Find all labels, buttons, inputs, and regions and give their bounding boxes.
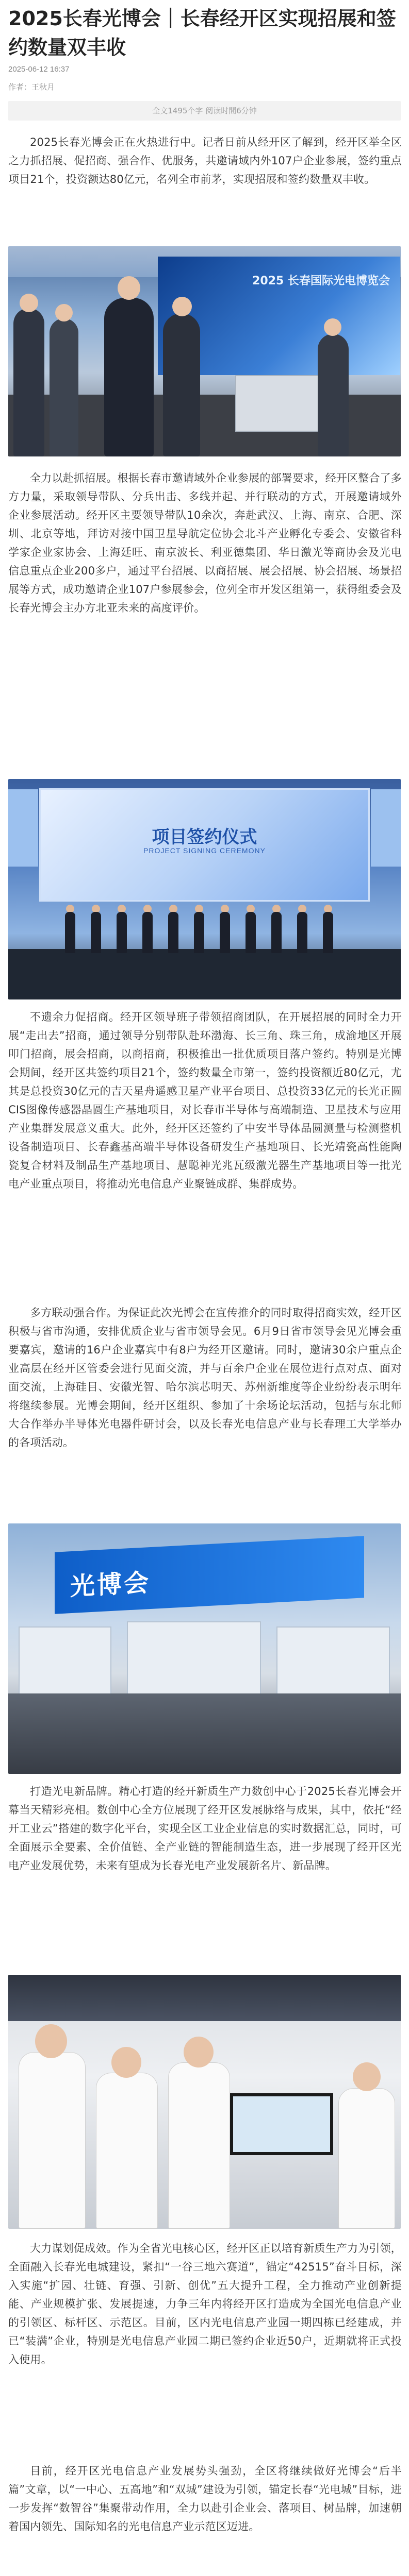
signer bbox=[117, 912, 127, 953]
person-head bbox=[172, 297, 192, 316]
author-label: 作者： bbox=[8, 83, 32, 92]
person bbox=[338, 2088, 395, 2229]
photo-expo-hall bbox=[8, 1523, 401, 1774]
person bbox=[318, 334, 349, 456]
person-head bbox=[20, 294, 38, 312]
person bbox=[19, 2052, 86, 2229]
person bbox=[163, 313, 200, 456]
signing-title: 项目签约仪式 bbox=[152, 827, 257, 848]
exhibition-booth bbox=[276, 1626, 390, 1699]
signer bbox=[220, 912, 230, 953]
person-head bbox=[184, 2037, 214, 2067]
paragraph-brand: 打造光电新品牌。精心打造的经开新质生产力数创中心于2025长春光博会开幕当天精彩亮相。数创中心全方位展现了经开区发展脉络与成果，其中，依托“经开工业云”搭建的数字化平台，实现全区工业企业信息的实时数据汇总，同时，可全面展示全要素、全价值链、全产业链的智能制造生态，进一步展现了经开区光电产业发展优势，未来有望成为长春光电产业发展新名片、新品牌。 bbox=[8, 1785, 402, 1872]
paragraph-planning: 大力谋划促成效。作为全省光电核心区，经开区正以培育新质生产力为引领，全面融入长春光电城建设，紧扣“一谷三地六赛道”，锚定“42515”奋斗目标，深入实施“扩园、壮链、育强、引新、创优”五大提升工程，全力推动产业创新提能、产业规模扩张、发展提速，力争三年内将经开区打造成为全国光电信息产业的引领区、标杆区、示范区。目前，区内光电信息产业园一期四栋已经建成，并已“装满”企业，特别是光电信息产业园二期已签约企业近50户，近期就将正式投入使用。 bbox=[8, 2242, 402, 2366]
author-line bbox=[8, 81, 55, 92]
stage-screen bbox=[39, 788, 370, 902]
publish-date: 2025-06-12 16:37 bbox=[8, 65, 70, 74]
signer bbox=[142, 912, 153, 953]
photo-signing-ceremony bbox=[8, 779, 401, 999]
signer bbox=[246, 912, 256, 953]
person bbox=[96, 2073, 158, 2229]
visitor-crowd bbox=[8, 1693, 401, 1774]
side-screen bbox=[371, 789, 401, 867]
person bbox=[168, 2062, 230, 2229]
exhibition-booth bbox=[127, 1621, 261, 1699]
photo-leaders-visit-exhibition bbox=[8, 246, 401, 456]
person-head bbox=[324, 318, 341, 336]
signer bbox=[323, 912, 333, 953]
expo-banner bbox=[55, 1536, 364, 1614]
person bbox=[13, 308, 44, 456]
paragraph-recruit-exhibitors: 全力以赴抓招展。根据长春市邀请域外企业参展的部署要求，经开区整合了多方力量，采取领导带队、分兵出击、多线并起、并行联动的方式，开展邀请域外企业参展活动。经开区主要领导带队10余次，奔赴武汉、上海、南京、合肥、深圳、北京等地，拜访对接中国卫星导航定位协会北斗产业孵化专委会、安徽省科学家企业家协会、上海廷旺、南京波长、利亚德集团、华日激光等商协会及光电信息重点企业200多户，通过平台招展、以商招展、展会招展、协会招展、场景招展等方式，成功邀请企业107户参展参会，位列全市开发区组第一，获得组委会及长春光博会主办方北亚未来的高度评价。 bbox=[8, 472, 402, 614]
article-title: 2025长春光博会｜长春经开区实现招展和签约数量双丰收 bbox=[8, 7, 396, 59]
exhibition-screen-text: 2025 长春国际光电博览会 bbox=[252, 275, 390, 287]
signer bbox=[168, 912, 178, 953]
side-screen bbox=[8, 789, 38, 867]
paragraph-intro: 2025长春光博会正在火热进行中。记者日前从经开区了解到，经开区举全区之力抓招展、促招商、强合作、优服务，共邀请域内外107户企业参展，签约重点项目21个，投资额达80亿元，名列全市前茅，实现招展和签约数量双丰收。 bbox=[8, 136, 402, 185]
signer bbox=[271, 912, 282, 953]
signer bbox=[65, 912, 75, 953]
person-head bbox=[55, 304, 73, 321]
expo-banner-text: 光博会 bbox=[70, 1568, 151, 1602]
signer bbox=[91, 912, 101, 953]
person-head bbox=[353, 2062, 381, 2091]
paragraph-investment: 不遗余力促招商。经开区领导班子带领招商团队，在开展招展的同时全力开展“走出去”招商，通过领导分别带队赴环渤海、长三角、珠三角，成渝地区开展叩门招商，展会招商，以商招商，积极推出一批优质项目落户签约。特别是光博会期间，经开区共签约项目21个，签约数量全市第一，签约投资额近80亿元，尤其是总投资30亿元的吉天星舟遥感卫星产业平台项目、总投资33亿元的长光正圆CIS图像传感器晶圆生产基地项目，对长春市半导体与高端制造、卫星技术与应用产业集群发展意义重大。此外，经开区还签约了中安半导体晶圆测量与检测整机设备制造项目、长春鑫基高端半导体设备研发生产基地项目、长光靖瓷高性能陶瓷复合材料及制品生产基地项目、慧聪神光兆瓦级激光器生产基地项目等一批光电产业重点项目，将推动光电信息产业聚链成群、集群成势。 bbox=[8, 1011, 402, 1190]
display-monitor bbox=[230, 2093, 333, 2155]
paragraph-conclusion: 目前，经开区光电信息产业发展势头强劲，全区将继续做好光博会“后半篇”文章，以“一中心、五高地”和“双城”建设为引领，锚定长春“光电城”目标，进一步发挥“数智谷”集聚带动作用，全力以赴引企业会、落项目、树品牌，加速朝着国内领先、国际知名的光电信息产业示范区迈进。 bbox=[8, 2465, 402, 2533]
person-head bbox=[111, 2047, 141, 2078]
person bbox=[50, 318, 78, 456]
paragraph-cooperation: 多方联动强合作。为保证此次光博会在宣传推介的同时取得招商实效，经开区积极与省市沟通，安排优质企业与省市领导会见。6月9日省市领导会见光博会重要嘉宾，邀请的16户企业嘉宾中有8户为经开区邀请。同时，邀请30余户重点企业高层在经开区管委会进行见面交流，并与百余户企业在展位进行点对点、面对面交流，上海硅目、安徽光智、哈尔滨芯明天、苏州新维度等企业纷纷表示明年将继续参展。光博会期间，经开区组织、参加了十余场论坛活动，包括与东北师大合作举办半导体光电器件研讨会，以及长春光电信息产业与长春理工大学举办的各项活动。 bbox=[8, 1307, 402, 1449]
person-head bbox=[118, 276, 140, 300]
person-head bbox=[35, 2024, 67, 2058]
stage bbox=[8, 949, 401, 999]
reading-stats: 全文1495个字 阅读时間6分钟 bbox=[8, 101, 401, 121]
photo-visitors-at-display bbox=[8, 1975, 401, 2229]
author-name: 王秋月 bbox=[31, 83, 55, 92]
signer bbox=[194, 912, 204, 953]
signing-subtitle: PROJECT SIGNING CEREMONY bbox=[143, 846, 266, 855]
signer bbox=[297, 912, 307, 953]
booth-wall bbox=[8, 1975, 401, 2021]
person-center bbox=[104, 298, 154, 456]
exhibition-booth bbox=[19, 1626, 111, 1699]
